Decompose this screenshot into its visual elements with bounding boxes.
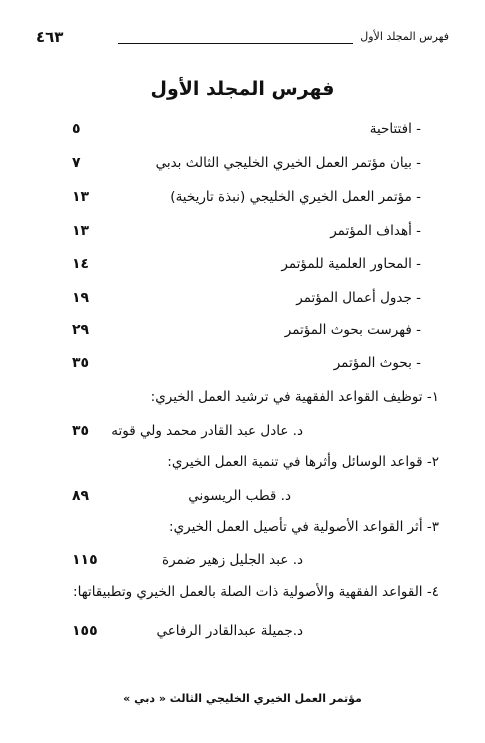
toc-entry-label: - بحوث المؤتمر bbox=[333, 355, 421, 371]
toc-entry-label: - مؤتمر العمل الخيري الخليجي (نبذة تاريخية) bbox=[170, 189, 421, 205]
toc-entry-label: - أهداف المؤتمر bbox=[330, 223, 421, 239]
toc-entry-label: - افتتاحية bbox=[369, 121, 421, 137]
toc-entry bbox=[60, 290, 421, 312]
toc-entry bbox=[60, 189, 421, 211]
toc-entry-page: ٧ bbox=[72, 155, 81, 171]
paper-page: ٨٩ bbox=[72, 488, 90, 504]
paper-page: ٣٥ bbox=[72, 423, 90, 439]
toc-entry bbox=[60, 355, 421, 377]
toc-entry bbox=[60, 121, 421, 143]
paper-author-row bbox=[60, 623, 421, 645]
header-rule bbox=[118, 43, 353, 44]
paper-title-row bbox=[60, 454, 439, 476]
toc-entry-label: - المحاور العلمية للمؤتمر bbox=[281, 256, 421, 272]
page-footer: مؤتمر العمل الخيري الخليجي الثالث « دبي » bbox=[123, 692, 362, 705]
toc-entry-page: ٢٩ bbox=[72, 322, 90, 338]
toc-entry-label: - بيان مؤتمر العمل الخيري الخليجي الثالث بدبي bbox=[155, 155, 421, 171]
toc-entry-page: ١٩ bbox=[72, 290, 90, 306]
page-title: فهرس المجلد الأول bbox=[150, 78, 335, 100]
paper-title: ٤- القواعد الفقهية والأصولية ذات الصلة بالعمل الخيري وتطبيقاتها: bbox=[73, 584, 439, 600]
paper-page: ١١٥ bbox=[72, 552, 98, 568]
paper-author: د. عادل عبد القادر محمد ولي قوته bbox=[111, 423, 303, 439]
paper-author: د.جميلة عبدالقادر الرفاعي bbox=[156, 623, 303, 639]
paper-title: ١- توظيف القواعد الفقهية في ترشيد العمل الخيري: bbox=[150, 389, 439, 405]
page-number: ٤٦٣ bbox=[36, 28, 64, 46]
toc-entry bbox=[60, 223, 421, 245]
paper-title-row bbox=[60, 584, 439, 606]
toc-entry-label: - جدول أعمال المؤتمر bbox=[296, 290, 421, 306]
paper-author-row bbox=[60, 552, 421, 574]
toc-entry-label: - فهرست بحوث المؤتمر bbox=[284, 322, 421, 338]
paper-author: د. قطب الريسوني bbox=[188, 488, 291, 504]
toc-entry-page: ٥ bbox=[72, 121, 81, 137]
toc-entry bbox=[60, 322, 421, 344]
paper-title: ٣- أثر القواعد الأصولية في تأصيل العمل الخيري: bbox=[169, 519, 439, 535]
toc-entry-page: ٣٥ bbox=[72, 355, 90, 371]
paper-page: ١٥٥ bbox=[72, 623, 98, 639]
paper-author-row bbox=[60, 423, 421, 445]
toc-entry-page: ١٤ bbox=[72, 256, 90, 272]
toc-entry-page: ١٣ bbox=[72, 189, 90, 205]
toc-entry-page: ١٣ bbox=[72, 223, 90, 239]
toc-entry bbox=[60, 155, 421, 177]
running-header bbox=[36, 30, 449, 50]
paper-author-row bbox=[60, 488, 421, 510]
paper-author: د. عبد الجليل زهير ضمرة bbox=[162, 552, 303, 568]
paper-title-row bbox=[60, 389, 439, 411]
toc-entry bbox=[60, 256, 421, 278]
paper-title: ٢- قواعد الوسائل وأثرها في تنمية العمل الخيري: bbox=[167, 454, 439, 470]
running-title: فهرس المجلد الأول bbox=[360, 30, 449, 43]
paper-title-row bbox=[60, 519, 439, 541]
